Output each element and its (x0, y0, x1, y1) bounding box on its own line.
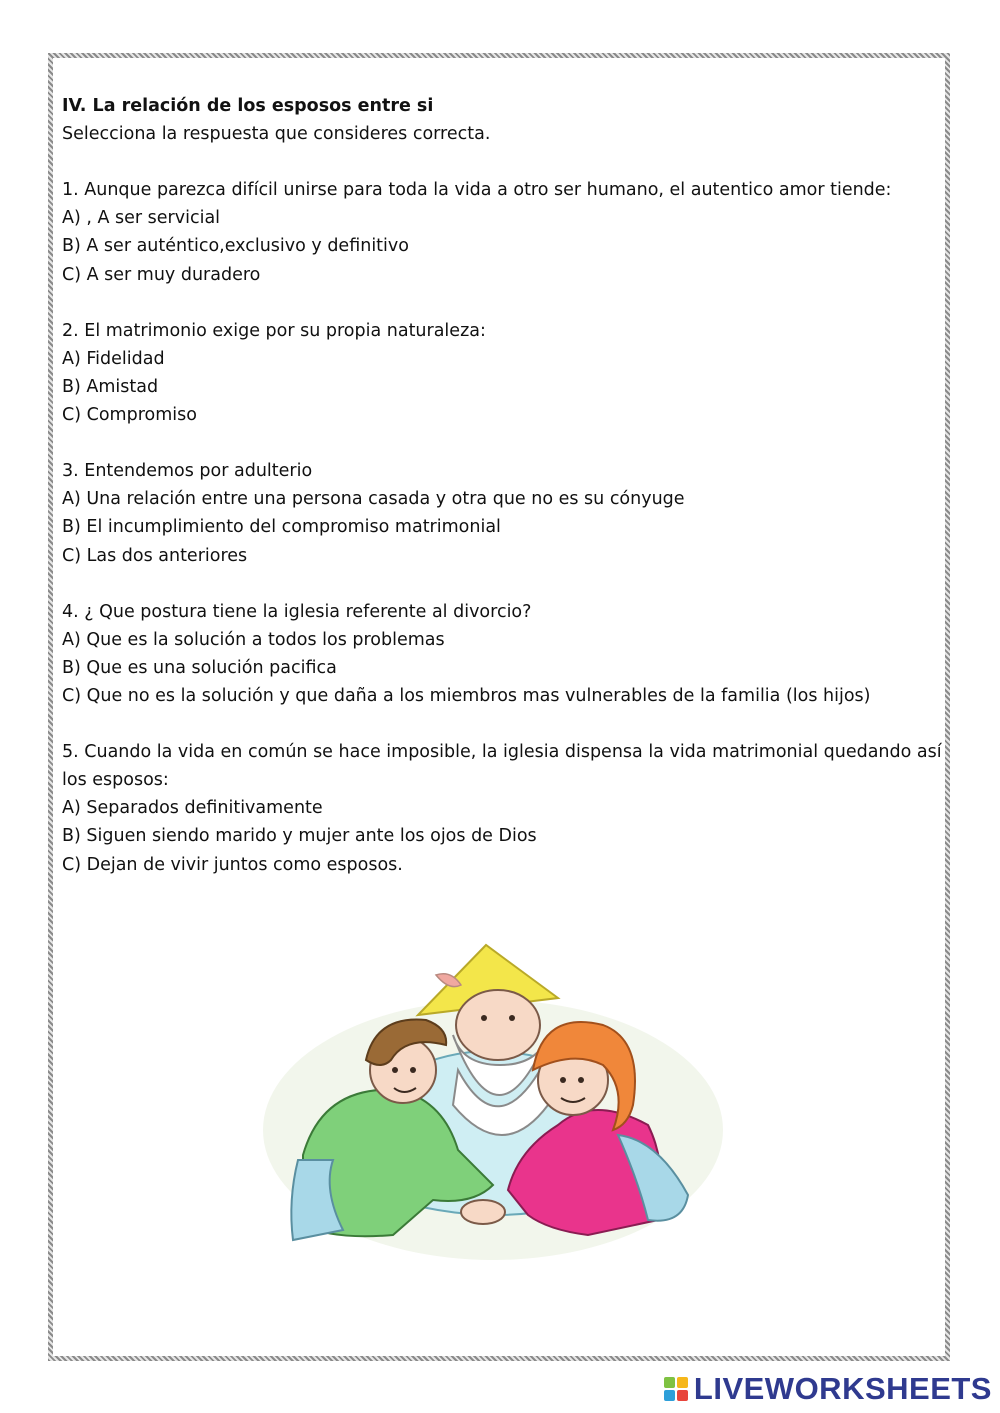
question-1-option-a[interactable]: A) , A ser servicial (62, 208, 221, 229)
liveworksheets-logo[interactable] (664, 1371, 992, 1407)
question-4-option-a[interactable]: A) Que es la solución a todos los problemas (62, 629, 445, 650)
question-2-option-c[interactable]: C) Compromiso (62, 405, 197, 426)
question-1-option-c[interactable]: C) A ser muy duradero (62, 264, 261, 285)
question-3-option-c[interactable]: C) Las dos anteriores (62, 545, 248, 566)
question-3-option-b[interactable]: B) El incumplimiento del compromiso matrimonial (62, 517, 501, 538)
god-face (456, 990, 540, 1060)
question-4-option-b[interactable]: B) Que es una solución pacifica (62, 657, 337, 678)
question-3-option-a[interactable]: A) Una relación entre una persona casada y otra que no es su cónyuge (62, 489, 685, 510)
liveworksheets-logo-icon (664, 1377, 688, 1401)
joined-hands (461, 1200, 505, 1224)
question-5-option-a[interactable]: A) Separados definitivamente (62, 798, 323, 819)
question-5-option-c[interactable]: C) Dejan de vivir juntos como esposos. (62, 854, 403, 875)
god-embracing-couple-illustration (258, 920, 728, 1265)
question-4-option-c[interactable]: C) Que no es la solución y que daña a los miembros mas vulnerables de la familia (los hijos) (62, 685, 871, 706)
worksheet-instruction: Selecciona la respuesta que consideres correcta. (62, 124, 491, 145)
question-4: 4. ¿ Que postura tiene la iglesia referente al divorcio? (62, 601, 532, 622)
question-2-option-b[interactable]: B) Amistad (62, 376, 159, 397)
question-3: 3. Entendemos por adulterio (62, 461, 313, 482)
worksheet-content (62, 92, 942, 879)
question-5-option-b[interactable]: B) Siguen siendo marido y mujer ante los ojos de Dios (62, 826, 537, 847)
question-2: 2. El matrimonio exige por su propia naturaleza: (62, 320, 486, 341)
worksheet-title: IV. La relación de los esposos entre si (62, 96, 434, 116)
liveworksheets-brand: LIVEWORKSHEETS (693, 1371, 992, 1406)
question-1: 1. Aunque parezca difícil unirse para toda la vida a otro ser humano, el autentico amor tiende: (62, 180, 892, 201)
question-1-option-b[interactable]: B) A ser auténtico,exclusivo y definitivo (62, 236, 409, 257)
question-5: 5. Cuando la vida en común se hace imposible, la iglesia dispensa la vida matrimonial quedando así los esposos: (62, 742, 942, 791)
question-2-option-a[interactable]: A) Fidelidad (62, 348, 165, 369)
